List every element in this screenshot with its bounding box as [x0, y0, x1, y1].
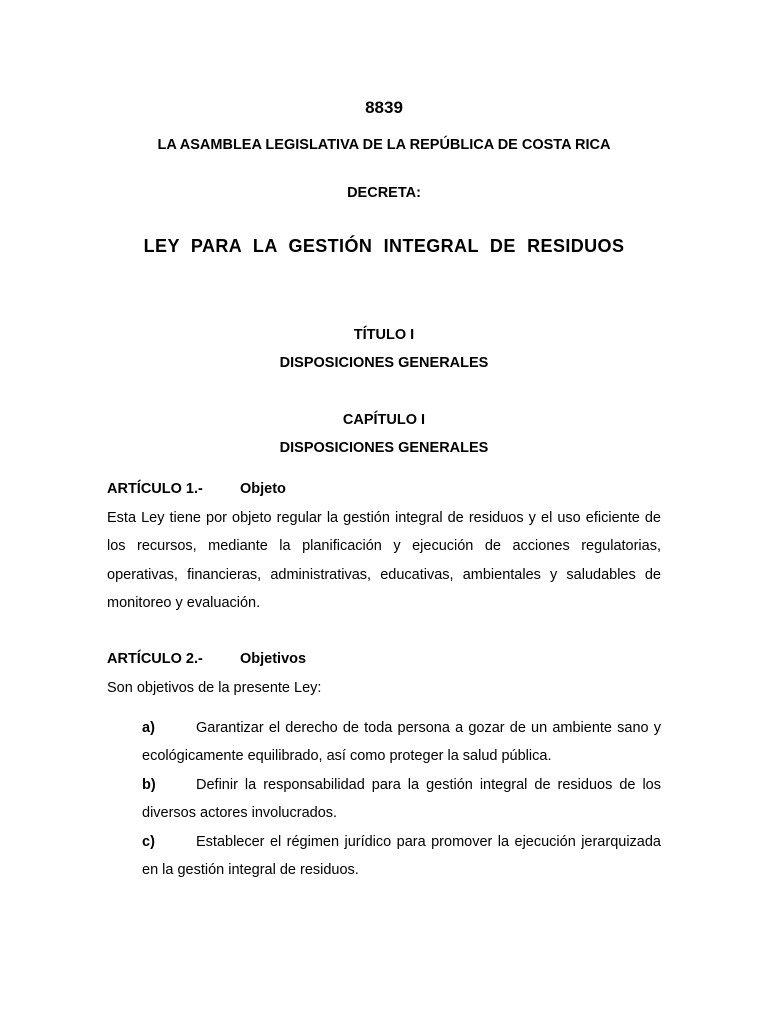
- list-item-text: Definir la responsabilidad para la gestión integral de residuos de los diversos actores involucrados.: [142, 777, 661, 821]
- article-2-name: Objetivos: [240, 651, 307, 667]
- list-item-letter: c): [142, 834, 155, 850]
- article-1-label: ARTÍCULO 1.-: [107, 481, 203, 497]
- list-item-letter: a): [142, 720, 155, 736]
- article-1-text: Esta Ley tiene por objeto regular la gestión integral de residuos y el uso eficiente de los recursos, mediante la planificación y ejecución de acciones regulatorias, operativas, financieras, administrativas, educativas, ambientales y saludables de monitoreo y evaluación.: [107, 510, 661, 612]
- titulo-label: TÍTULO I: [353, 327, 415, 343]
- titulo-name: DISPOSICIONES GENERALES: [279, 355, 489, 371]
- article-1-name: Objeto: [240, 481, 286, 497]
- assembly-heading: LA ASAMBLEA LEGISLATIVA DE LA REPÚBLICA DE COSTA RICA: [157, 137, 611, 153]
- law-title: LEY PARA LA GESTIÓN INTEGRAL DE RESIDUOS: [143, 236, 625, 256]
- decreta-heading: DECRETA:: [347, 185, 421, 201]
- article-2-label: ARTÍCULO 2.-: [107, 651, 203, 667]
- law-number: 8839: [365, 98, 403, 117]
- capitulo-name: DISPOSICIONES GENERALES: [279, 440, 489, 456]
- capitulo-label: CAPÍTULO I: [342, 412, 426, 428]
- list-item: [142, 828, 661, 884]
- list-item-letter: b): [142, 777, 156, 793]
- list-item: [142, 771, 661, 827]
- article-2-intro: Son objetivos de la presente Ley:: [107, 680, 322, 696]
- list-item: [142, 714, 661, 770]
- list-item-text: Garantizar el derecho de toda persona a gozar de un ambiente sano y ecológicamente equilibrado, así como proteger la salud pública.: [142, 720, 661, 764]
- list-item-text: Establecer el régimen jurídico para promover la ejecución jerarquizada en la gestión integral de residuos.: [142, 834, 661, 878]
